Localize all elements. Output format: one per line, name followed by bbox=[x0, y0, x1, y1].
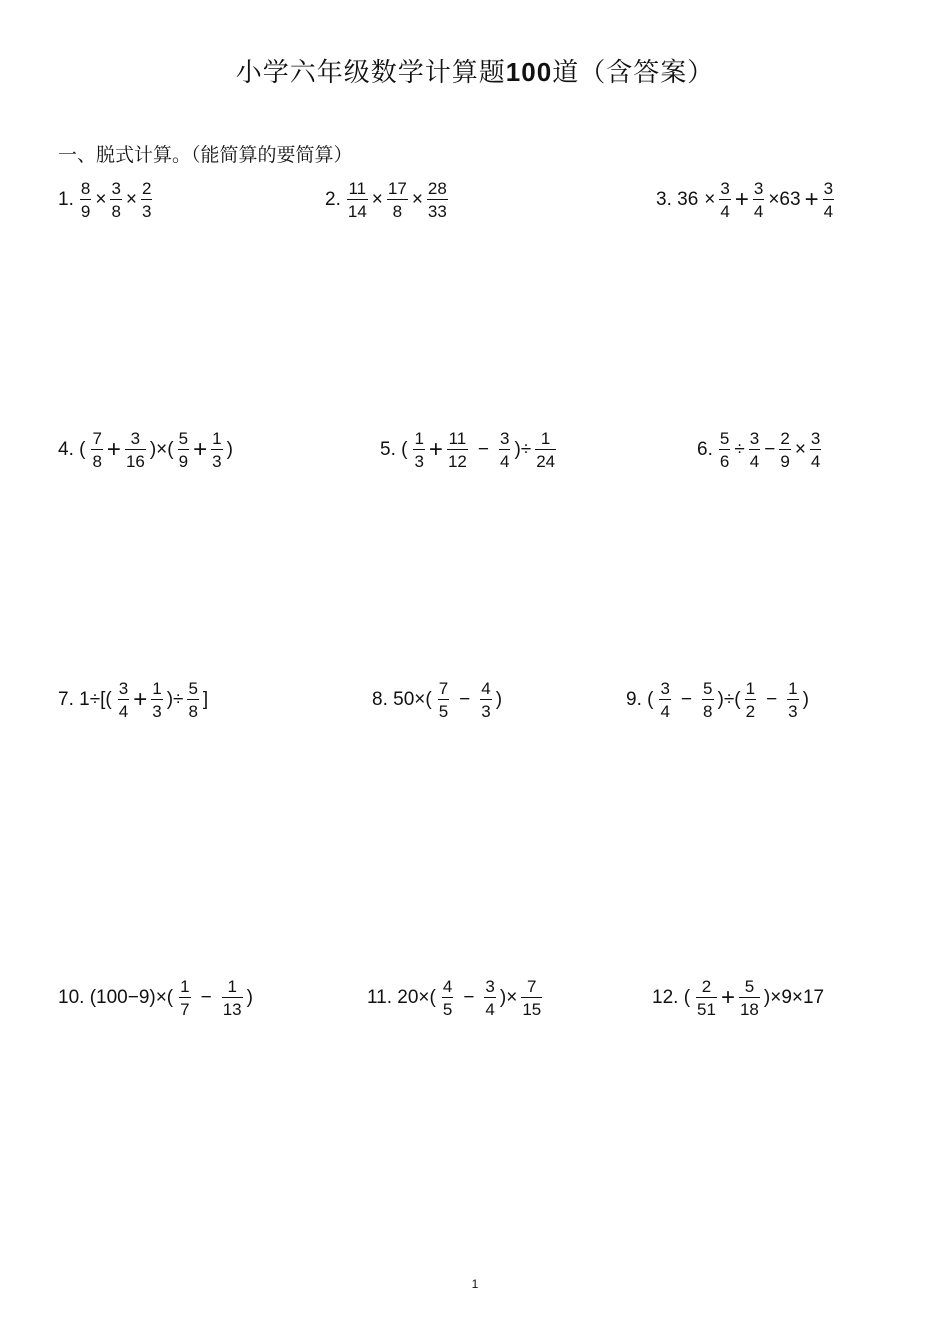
fraction bbox=[427, 180, 448, 220]
numerator: 5 bbox=[703, 679, 713, 698]
denominator: 9 bbox=[178, 452, 189, 472]
denominator: 12 bbox=[447, 452, 467, 472]
numerator: 2 bbox=[701, 977, 712, 996]
operator: + bbox=[428, 436, 443, 464]
fraction bbox=[719, 180, 730, 220]
fraction bbox=[787, 680, 798, 720]
page-number: 1 bbox=[471, 1277, 479, 1291]
denominator: 4 bbox=[118, 702, 129, 722]
numerator: 3 bbox=[118, 679, 129, 698]
operator: × bbox=[794, 439, 806, 461]
denominator: 8 bbox=[111, 202, 121, 222]
numerator: 3 bbox=[130, 429, 141, 448]
numerator: 3 bbox=[660, 679, 670, 698]
operator: )× bbox=[499, 987, 518, 1009]
numerator: 3 bbox=[720, 179, 730, 198]
numerator: 2 bbox=[142, 179, 152, 198]
problem-label: 4. ( bbox=[58, 439, 86, 461]
denominator: 4 bbox=[660, 702, 670, 722]
numerator: 7 bbox=[438, 679, 449, 698]
numerator: 5 bbox=[178, 429, 189, 448]
fraction bbox=[521, 978, 542, 1018]
denominator: 14 bbox=[347, 202, 367, 222]
operator: )÷ bbox=[166, 689, 184, 711]
operator: − bbox=[477, 439, 489, 461]
operator: ) bbox=[802, 689, 809, 711]
operator: ) bbox=[246, 987, 253, 1009]
denominator: 18 bbox=[739, 1000, 759, 1020]
denominator: 24 bbox=[536, 452, 556, 472]
denominator: 33 bbox=[427, 202, 447, 222]
denominator: 4 bbox=[720, 202, 730, 222]
problem-label: 1. bbox=[58, 189, 74, 211]
numerator: 1 bbox=[788, 679, 798, 698]
fraction bbox=[659, 680, 670, 720]
denominator: 7 bbox=[180, 1000, 190, 1020]
numerator: 17 bbox=[387, 179, 407, 198]
operator: − bbox=[680, 689, 693, 711]
problem-11 bbox=[367, 978, 544, 1018]
numerator: 28 bbox=[427, 179, 447, 198]
fraction bbox=[211, 430, 222, 470]
fraction bbox=[823, 180, 834, 220]
operator: ] bbox=[202, 689, 209, 711]
denominator: 9 bbox=[780, 452, 790, 472]
operator: − bbox=[200, 987, 212, 1009]
problem-8 bbox=[372, 680, 504, 720]
denominator: 4 bbox=[485, 1000, 495, 1020]
numerator: 3 bbox=[111, 179, 121, 198]
fraction bbox=[719, 430, 730, 470]
operator: ÷ bbox=[734, 439, 745, 461]
fraction bbox=[178, 430, 189, 470]
fraction bbox=[702, 680, 713, 720]
numerator: 11 bbox=[448, 429, 467, 448]
numerator: 1 bbox=[180, 977, 190, 996]
numerator: 8 bbox=[80, 179, 91, 198]
fraction bbox=[387, 180, 408, 220]
problem-label: 5. ( bbox=[380, 439, 408, 461]
problem-12 bbox=[652, 978, 826, 1018]
operator: − bbox=[459, 689, 471, 711]
denominator: 4 bbox=[499, 452, 510, 472]
operator: ×63 bbox=[768, 189, 801, 211]
denominator: 5 bbox=[438, 702, 449, 722]
fraction bbox=[739, 978, 760, 1018]
numerator: 7 bbox=[92, 429, 102, 448]
denominator: 3 bbox=[152, 702, 162, 722]
problem-6 bbox=[697, 430, 823, 470]
fraction bbox=[222, 978, 243, 1018]
operator: + bbox=[804, 186, 819, 214]
denominator: 8 bbox=[188, 702, 198, 722]
fraction bbox=[535, 430, 556, 470]
denominator: 13 bbox=[222, 1000, 242, 1020]
numerator: 3 bbox=[753, 179, 764, 198]
denominator: 3 bbox=[414, 452, 424, 472]
problem-label: 12. ( bbox=[652, 987, 691, 1009]
problem-9 bbox=[626, 680, 811, 720]
operator: ) bbox=[226, 439, 233, 461]
numerator: 2 bbox=[780, 429, 790, 448]
problem-label: 11. 20×( bbox=[367, 987, 436, 1009]
numerator: 3 bbox=[749, 429, 760, 448]
problem-7 bbox=[58, 680, 210, 720]
fraction bbox=[110, 180, 121, 220]
fraction bbox=[118, 680, 129, 720]
denominator: 8 bbox=[92, 452, 102, 472]
denominator: 6 bbox=[719, 452, 730, 472]
operator: × bbox=[125, 189, 138, 211]
denominator: 2 bbox=[745, 702, 756, 722]
numerator: 4 bbox=[481, 679, 491, 698]
fraction bbox=[480, 680, 491, 720]
denominator: 9 bbox=[80, 202, 91, 222]
fraction bbox=[484, 978, 495, 1018]
numerator: 5 bbox=[188, 679, 198, 698]
problem-2 bbox=[325, 180, 450, 220]
fraction bbox=[347, 180, 368, 220]
numerator: 7 bbox=[527, 977, 537, 996]
page-title bbox=[0, 52, 950, 89]
fraction bbox=[779, 430, 790, 470]
fraction bbox=[696, 978, 717, 1018]
operator: × bbox=[411, 189, 423, 211]
operator: × bbox=[371, 189, 383, 211]
operator: + bbox=[133, 686, 148, 714]
numerator: 3 bbox=[485, 977, 495, 996]
problem-10 bbox=[58, 978, 255, 1018]
denominator: 3 bbox=[788, 702, 798, 722]
operator: )÷( bbox=[717, 689, 741, 711]
operator: )÷ bbox=[514, 439, 532, 461]
fraction bbox=[810, 430, 821, 470]
problem-label: 7. 1÷[( bbox=[58, 689, 112, 711]
denominator: 16 bbox=[125, 452, 145, 472]
fraction bbox=[187, 680, 198, 720]
numerator: 3 bbox=[823, 179, 834, 198]
problem-label: 9. ( bbox=[626, 689, 654, 711]
denominator: 51 bbox=[697, 1000, 716, 1020]
fraction bbox=[753, 180, 764, 220]
fraction bbox=[745, 680, 756, 720]
numerator: 1 bbox=[745, 679, 756, 698]
problem-1 bbox=[58, 180, 154, 220]
denominator: 8 bbox=[392, 202, 403, 222]
problem-label: 8. 50×( bbox=[372, 689, 432, 711]
operator: + bbox=[720, 984, 735, 1012]
title-count: 100 bbox=[505, 57, 553, 87]
operator: ) bbox=[495, 689, 503, 711]
numerator: 3 bbox=[810, 429, 821, 448]
operator: × bbox=[95, 189, 107, 211]
operator: × bbox=[704, 189, 716, 211]
operator: − bbox=[764, 439, 776, 461]
problem-5 bbox=[380, 430, 558, 470]
problem-3 bbox=[656, 180, 836, 220]
fraction bbox=[749, 430, 760, 470]
operator: − bbox=[463, 987, 475, 1009]
denominator: 8 bbox=[703, 702, 713, 722]
operator: − bbox=[766, 689, 778, 711]
numerator: 5 bbox=[719, 429, 730, 448]
fraction bbox=[91, 430, 102, 470]
denominator: 4 bbox=[753, 202, 764, 222]
denominator: 4 bbox=[810, 452, 821, 472]
problem-4 bbox=[58, 430, 235, 470]
fraction bbox=[447, 430, 468, 470]
operator: )×( bbox=[149, 439, 174, 461]
operator: + bbox=[193, 436, 208, 464]
fraction bbox=[442, 978, 453, 1018]
operator: + bbox=[106, 436, 121, 464]
numerator: 1 bbox=[414, 429, 424, 448]
problem-label: 6. bbox=[697, 439, 713, 461]
fraction bbox=[151, 680, 162, 720]
denominator: 4 bbox=[823, 202, 834, 222]
denominator: 3 bbox=[481, 702, 491, 722]
fraction bbox=[125, 430, 146, 470]
fraction bbox=[499, 430, 510, 470]
numerator: 4 bbox=[442, 977, 453, 996]
numerator: 1 bbox=[212, 429, 222, 448]
denominator: 3 bbox=[142, 202, 152, 222]
denominator: 15 bbox=[522, 1000, 542, 1020]
numerator: 3 bbox=[499, 429, 510, 448]
numerator: 1 bbox=[540, 429, 551, 448]
fraction bbox=[80, 180, 91, 220]
denominator: 3 bbox=[212, 452, 222, 472]
fraction bbox=[438, 680, 449, 720]
section-heading: 一、脱式计算。（能简算的要简算） bbox=[58, 144, 353, 166]
problem-label: 3. 36 bbox=[656, 189, 699, 211]
denominator: 4 bbox=[749, 452, 760, 472]
denominator: 5 bbox=[442, 1000, 453, 1020]
title-suffix: 道（含答案） bbox=[552, 58, 715, 88]
numerator: 5 bbox=[744, 977, 755, 996]
numerator: 1 bbox=[227, 977, 237, 996]
operator: )×9×17 bbox=[763, 987, 825, 1009]
title-prefix: 小学六年级数学计算题 bbox=[235, 58, 506, 88]
numerator: 11 bbox=[348, 179, 367, 198]
problem-label: 10. (100−9)×( bbox=[58, 987, 174, 1009]
fraction bbox=[179, 978, 190, 1018]
operator: + bbox=[734, 186, 749, 214]
fraction bbox=[413, 430, 424, 470]
problem-label: 2. bbox=[325, 189, 341, 211]
fraction bbox=[141, 180, 152, 220]
numerator: 1 bbox=[152, 679, 162, 698]
